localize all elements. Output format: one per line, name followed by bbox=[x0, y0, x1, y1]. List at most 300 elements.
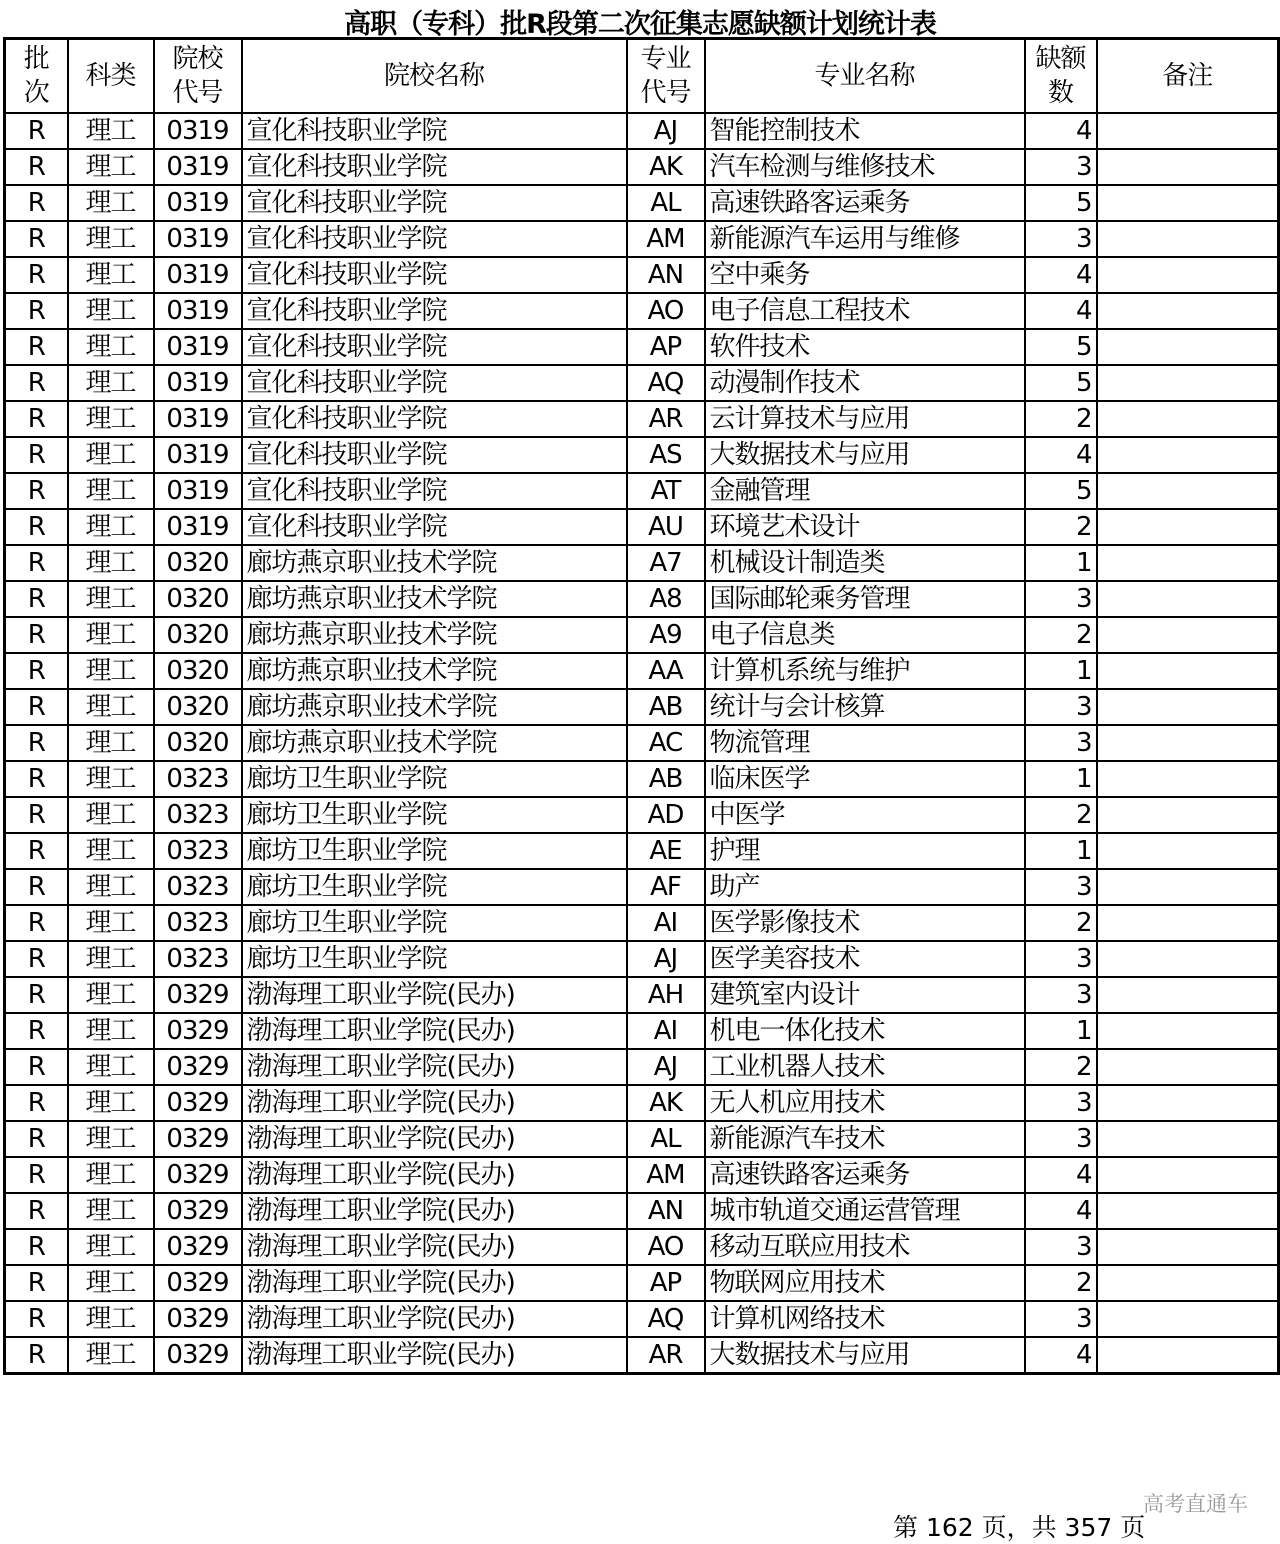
cell-school-code: 0320 bbox=[154, 581, 242, 617]
cell-category: 理工 bbox=[68, 689, 154, 725]
cell-category: 理工 bbox=[68, 581, 154, 617]
cell-major-name: 城市轨道交通运营管理 bbox=[705, 1193, 1025, 1229]
cell-major-code: AB bbox=[627, 761, 705, 797]
table-row bbox=[5, 1301, 1279, 1337]
cell-major-name: 环境艺术设计 bbox=[705, 509, 1025, 545]
table-body bbox=[5, 113, 1279, 1374]
cell-school-name: 廊坊卫生职业学院 bbox=[242, 941, 627, 977]
cell-major-code: AE bbox=[627, 833, 705, 869]
cell-major-code: AP bbox=[627, 329, 705, 365]
cell-batch: R bbox=[5, 1049, 68, 1085]
cell-major-name: 统计与会计核算 bbox=[705, 689, 1025, 725]
cell-school-code: 0323 bbox=[154, 869, 242, 905]
cell-school-code: 0319 bbox=[154, 113, 242, 149]
header-vacancies: 缺额数 bbox=[1025, 39, 1097, 114]
cell-category: 理工 bbox=[68, 1229, 154, 1265]
cell-school-code: 0319 bbox=[154, 185, 242, 221]
cell-remarks bbox=[1097, 329, 1279, 365]
cell-vacancies: 5 bbox=[1025, 365, 1097, 401]
cell-remarks bbox=[1097, 689, 1279, 725]
header-major-name: 专业名称 bbox=[705, 39, 1025, 114]
cell-major-code: AH bbox=[627, 977, 705, 1013]
cell-major-code: AR bbox=[627, 401, 705, 437]
cell-remarks bbox=[1097, 401, 1279, 437]
cell-vacancies: 3 bbox=[1025, 1229, 1097, 1265]
cell-batch: R bbox=[5, 1337, 68, 1374]
cell-remarks bbox=[1097, 797, 1279, 833]
cell-batch: R bbox=[5, 941, 68, 977]
cell-school-code: 0323 bbox=[154, 833, 242, 869]
cell-major-name: 电子信息类 bbox=[705, 617, 1025, 653]
cell-remarks bbox=[1097, 1013, 1279, 1049]
cell-major-name: 大数据技术与应用 bbox=[705, 1337, 1025, 1374]
cell-major-code: AF bbox=[627, 869, 705, 905]
cell-batch: R bbox=[5, 1157, 68, 1193]
cell-category: 理工 bbox=[68, 725, 154, 761]
vacancy-table bbox=[3, 37, 1280, 1375]
cell-major-code: AU bbox=[627, 509, 705, 545]
cell-batch: R bbox=[5, 833, 68, 869]
table-row bbox=[5, 941, 1279, 977]
cell-major-name: 高速铁路客运乘务 bbox=[705, 1157, 1025, 1193]
table-row bbox=[5, 221, 1279, 257]
cell-major-code: AJ bbox=[627, 113, 705, 149]
cell-batch: R bbox=[5, 473, 68, 509]
cell-vacancies: 5 bbox=[1025, 329, 1097, 365]
cell-category: 理工 bbox=[68, 221, 154, 257]
cell-school-name: 渤海理工职业学院(民办) bbox=[242, 1193, 627, 1229]
cell-batch: R bbox=[5, 1013, 68, 1049]
cell-vacancies: 2 bbox=[1025, 1265, 1097, 1301]
cell-major-name: 中医学 bbox=[705, 797, 1025, 833]
table-row bbox=[5, 401, 1279, 437]
cell-major-name: 物流管理 bbox=[705, 725, 1025, 761]
cell-school-code: 0329 bbox=[154, 977, 242, 1013]
cell-remarks bbox=[1097, 365, 1279, 401]
table-row bbox=[5, 1085, 1279, 1121]
cell-remarks bbox=[1097, 545, 1279, 581]
table-row bbox=[5, 617, 1279, 653]
cell-remarks bbox=[1097, 761, 1279, 797]
cell-major-name: 临床医学 bbox=[705, 761, 1025, 797]
cell-vacancies: 3 bbox=[1025, 977, 1097, 1013]
cell-school-code: 0329 bbox=[154, 1085, 242, 1121]
cell-school-code: 0320 bbox=[154, 653, 242, 689]
cell-batch: R bbox=[5, 365, 68, 401]
cell-major-name: 空中乘务 bbox=[705, 257, 1025, 293]
cell-vacancies: 3 bbox=[1025, 725, 1097, 761]
cell-school-name: 宣化科技职业学院 bbox=[242, 221, 627, 257]
cell-school-name: 廊坊卫生职业学院 bbox=[242, 869, 627, 905]
cell-school-code: 0319 bbox=[154, 221, 242, 257]
cell-category: 理工 bbox=[68, 1085, 154, 1121]
cell-school-code: 0323 bbox=[154, 797, 242, 833]
cell-category: 理工 bbox=[68, 833, 154, 869]
table-row bbox=[5, 149, 1279, 185]
cell-school-code: 0320 bbox=[154, 689, 242, 725]
cell-vacancies: 3 bbox=[1025, 221, 1097, 257]
cell-major-name: 医学美容技术 bbox=[705, 941, 1025, 977]
table-row bbox=[5, 1265, 1279, 1301]
cell-remarks bbox=[1097, 905, 1279, 941]
cell-major-code: AD bbox=[627, 797, 705, 833]
cell-school-name: 宣化科技职业学院 bbox=[242, 473, 627, 509]
cell-category: 理工 bbox=[68, 1121, 154, 1157]
cell-category: 理工 bbox=[68, 329, 154, 365]
cell-school-name: 渤海理工职业学院(民办) bbox=[242, 977, 627, 1013]
cell-batch: R bbox=[5, 1265, 68, 1301]
cell-school-name: 廊坊卫生职业学院 bbox=[242, 905, 627, 941]
cell-remarks bbox=[1097, 1337, 1279, 1374]
cell-school-name: 宣化科技职业学院 bbox=[242, 365, 627, 401]
cell-major-code: AK bbox=[627, 149, 705, 185]
header-batch: 批次 bbox=[5, 39, 68, 114]
cell-remarks bbox=[1097, 869, 1279, 905]
cell-major-name: 软件技术 bbox=[705, 329, 1025, 365]
cell-batch: R bbox=[5, 221, 68, 257]
cell-remarks bbox=[1097, 617, 1279, 653]
cell-vacancies: 1 bbox=[1025, 833, 1097, 869]
cell-major-name: 物联网应用技术 bbox=[705, 1265, 1025, 1301]
cell-school-code: 0320 bbox=[154, 725, 242, 761]
cell-remarks bbox=[1097, 1049, 1279, 1085]
cell-vacancies: 3 bbox=[1025, 1121, 1097, 1157]
cell-vacancies: 3 bbox=[1025, 581, 1097, 617]
cell-vacancies: 4 bbox=[1025, 257, 1097, 293]
header-category: 科类 bbox=[68, 39, 154, 114]
cell-major-code: AK bbox=[627, 1085, 705, 1121]
cell-major-code: A8 bbox=[627, 581, 705, 617]
cell-vacancies: 2 bbox=[1025, 617, 1097, 653]
cell-category: 理工 bbox=[68, 941, 154, 977]
cell-vacancies: 4 bbox=[1025, 1337, 1097, 1374]
cell-school-name: 宣化科技职业学院 bbox=[242, 257, 627, 293]
cell-batch: R bbox=[5, 761, 68, 797]
cell-remarks bbox=[1097, 581, 1279, 617]
cell-batch: R bbox=[5, 797, 68, 833]
table-row bbox=[5, 869, 1279, 905]
cell-school-name: 宣化科技职业学院 bbox=[242, 401, 627, 437]
table-row bbox=[5, 977, 1279, 1013]
cell-remarks bbox=[1097, 1265, 1279, 1301]
header-school-name: 院校名称 bbox=[242, 39, 627, 114]
cell-remarks bbox=[1097, 1193, 1279, 1229]
cell-vacancies: 2 bbox=[1025, 509, 1097, 545]
cell-school-name: 渤海理工职业学院(民办) bbox=[242, 1229, 627, 1265]
cell-batch: R bbox=[5, 1085, 68, 1121]
table-row bbox=[5, 365, 1279, 401]
table-row bbox=[5, 581, 1279, 617]
cell-school-name: 渤海理工职业学院(民办) bbox=[242, 1337, 627, 1374]
cell-vacancies: 2 bbox=[1025, 905, 1097, 941]
cell-major-name: 无人机应用技术 bbox=[705, 1085, 1025, 1121]
cell-major-name: 高速铁路客运乘务 bbox=[705, 185, 1025, 221]
cell-major-code: AM bbox=[627, 221, 705, 257]
table-row bbox=[5, 1337, 1279, 1374]
cell-remarks bbox=[1097, 293, 1279, 329]
cell-major-name: 移动互联应用技术 bbox=[705, 1229, 1025, 1265]
cell-remarks bbox=[1097, 257, 1279, 293]
cell-vacancies: 3 bbox=[1025, 149, 1097, 185]
table-row bbox=[5, 1157, 1279, 1193]
table-row bbox=[5, 761, 1279, 797]
cell-major-code: AI bbox=[627, 905, 705, 941]
cell-major-code: AS bbox=[627, 437, 705, 473]
cell-major-name: 计算机网络技术 bbox=[705, 1301, 1025, 1337]
cell-major-code: AC bbox=[627, 725, 705, 761]
cell-school-name: 渤海理工职业学院(民办) bbox=[242, 1301, 627, 1337]
header-school-code: 院校代号 bbox=[154, 39, 242, 114]
header-major-code: 专业代号 bbox=[627, 39, 705, 114]
cell-vacancies: 1 bbox=[1025, 653, 1097, 689]
cell-major-name: 汽车检测与维修技术 bbox=[705, 149, 1025, 185]
cell-major-name: 助产 bbox=[705, 869, 1025, 905]
cell-vacancies: 2 bbox=[1025, 401, 1097, 437]
cell-major-name: 大数据技术与应用 bbox=[705, 437, 1025, 473]
cell-category: 理工 bbox=[68, 473, 154, 509]
cell-major-name: 工业机器人技术 bbox=[705, 1049, 1025, 1085]
cell-vacancies: 3 bbox=[1025, 941, 1097, 977]
cell-school-code: 0329 bbox=[154, 1013, 242, 1049]
cell-remarks bbox=[1097, 1121, 1279, 1157]
cell-major-code: AL bbox=[627, 185, 705, 221]
cell-major-name: 计算机系统与维护 bbox=[705, 653, 1025, 689]
cell-vacancies: 3 bbox=[1025, 689, 1097, 725]
cell-school-code: 0319 bbox=[154, 509, 242, 545]
cell-school-code: 0329 bbox=[154, 1157, 242, 1193]
table-row bbox=[5, 689, 1279, 725]
cell-remarks bbox=[1097, 653, 1279, 689]
cell-vacancies: 1 bbox=[1025, 761, 1097, 797]
cell-batch: R bbox=[5, 149, 68, 185]
cell-batch: R bbox=[5, 1193, 68, 1229]
cell-batch: R bbox=[5, 617, 68, 653]
cell-remarks bbox=[1097, 221, 1279, 257]
cell-major-code: AL bbox=[627, 1121, 705, 1157]
watermark: 高考直通车 bbox=[1143, 1492, 1248, 1516]
cell-major-code: AQ bbox=[627, 365, 705, 401]
cell-batch: R bbox=[5, 293, 68, 329]
cell-major-code: A7 bbox=[627, 545, 705, 581]
cell-batch: R bbox=[5, 1229, 68, 1265]
cell-school-name: 宣化科技职业学院 bbox=[242, 113, 627, 149]
cell-vacancies: 3 bbox=[1025, 1085, 1097, 1121]
table-row bbox=[5, 905, 1279, 941]
cell-major-name: 新能源汽车运用与维修 bbox=[705, 221, 1025, 257]
cell-category: 理工 bbox=[68, 545, 154, 581]
cell-school-name: 廊坊燕京职业技术学院 bbox=[242, 689, 627, 725]
cell-school-name: 廊坊卫生职业学院 bbox=[242, 761, 627, 797]
table-row bbox=[5, 473, 1279, 509]
cell-vacancies: 5 bbox=[1025, 473, 1097, 509]
cell-category: 理工 bbox=[68, 797, 154, 833]
cell-school-code: 0319 bbox=[154, 473, 242, 509]
cell-remarks bbox=[1097, 437, 1279, 473]
cell-major-name: 建筑室内设计 bbox=[705, 977, 1025, 1013]
cell-major-code: AA bbox=[627, 653, 705, 689]
cell-school-name: 渤海理工职业学院(民办) bbox=[242, 1121, 627, 1157]
cell-school-code: 0319 bbox=[154, 329, 242, 365]
cell-category: 理工 bbox=[68, 1337, 154, 1374]
cell-school-code: 0329 bbox=[154, 1337, 242, 1374]
cell-major-code: AR bbox=[627, 1337, 705, 1374]
page-footer: 第 162 页，共 357 页 bbox=[893, 1513, 1146, 1542]
cell-school-code: 0319 bbox=[154, 293, 242, 329]
page-title: 高职（专科）批R段第二次征集志愿缺额计划统计表 bbox=[344, 9, 936, 40]
cell-major-name: 医学影像技术 bbox=[705, 905, 1025, 941]
cell-major-name: 护理 bbox=[705, 833, 1025, 869]
table-row bbox=[5, 185, 1279, 221]
table-row bbox=[5, 509, 1279, 545]
cell-school-name: 宣化科技职业学院 bbox=[242, 149, 627, 185]
cell-major-code: A9 bbox=[627, 617, 705, 653]
cell-category: 理工 bbox=[68, 1193, 154, 1229]
cell-school-name: 渤海理工职业学院(民办) bbox=[242, 1157, 627, 1193]
cell-category: 理工 bbox=[68, 617, 154, 653]
cell-school-name: 廊坊卫生职业学院 bbox=[242, 833, 627, 869]
cell-remarks bbox=[1097, 149, 1279, 185]
table-row bbox=[5, 1013, 1279, 1049]
cell-category: 理工 bbox=[68, 113, 154, 149]
cell-major-name: 机械设计制造类 bbox=[705, 545, 1025, 581]
table-row bbox=[5, 725, 1279, 761]
cell-vacancies: 4 bbox=[1025, 1157, 1097, 1193]
cell-school-name: 宣化科技职业学院 bbox=[242, 437, 627, 473]
table-row bbox=[5, 293, 1279, 329]
cell-category: 理工 bbox=[68, 1157, 154, 1193]
header-row bbox=[5, 39, 1279, 114]
table-row bbox=[5, 1193, 1279, 1229]
cell-school-name: 渤海理工职业学院(民办) bbox=[242, 1049, 627, 1085]
cell-school-code: 0319 bbox=[154, 257, 242, 293]
cell-school-name: 宣化科技职业学院 bbox=[242, 509, 627, 545]
table-row bbox=[5, 545, 1279, 581]
cell-remarks bbox=[1097, 113, 1279, 149]
cell-school-code: 0329 bbox=[154, 1121, 242, 1157]
cell-batch: R bbox=[5, 401, 68, 437]
cell-batch: R bbox=[5, 869, 68, 905]
cell-school-code: 0320 bbox=[154, 545, 242, 581]
cell-major-name: 动漫制作技术 bbox=[705, 365, 1025, 401]
cell-school-code: 0329 bbox=[154, 1193, 242, 1229]
cell-category: 理工 bbox=[68, 905, 154, 941]
cell-batch: R bbox=[5, 689, 68, 725]
cell-remarks bbox=[1097, 1157, 1279, 1193]
cell-major-code: AQ bbox=[627, 1301, 705, 1337]
cell-school-name: 渤海理工职业学院(民办) bbox=[242, 1013, 627, 1049]
cell-major-code: AJ bbox=[627, 1049, 705, 1085]
cell-major-code: AN bbox=[627, 257, 705, 293]
cell-remarks bbox=[1097, 509, 1279, 545]
cell-school-name: 廊坊燕京职业技术学院 bbox=[242, 653, 627, 689]
cell-vacancies: 4 bbox=[1025, 113, 1097, 149]
cell-category: 理工 bbox=[68, 185, 154, 221]
cell-category: 理工 bbox=[68, 977, 154, 1013]
table-row bbox=[5, 833, 1279, 869]
cell-major-code: AP bbox=[627, 1265, 705, 1301]
cell-school-name: 廊坊燕京职业技术学院 bbox=[242, 545, 627, 581]
table-row bbox=[5, 1049, 1279, 1085]
cell-vacancies: 1 bbox=[1025, 1013, 1097, 1049]
cell-school-code: 0323 bbox=[154, 941, 242, 977]
cell-batch: R bbox=[5, 1301, 68, 1337]
cell-category: 理工 bbox=[68, 437, 154, 473]
cell-school-name: 渤海理工职业学院(民办) bbox=[242, 1085, 627, 1121]
cell-batch: R bbox=[5, 437, 68, 473]
cell-school-code: 0329 bbox=[154, 1265, 242, 1301]
table-row bbox=[5, 797, 1279, 833]
cell-school-name: 渤海理工职业学院(民办) bbox=[242, 1265, 627, 1301]
cell-school-code: 0320 bbox=[154, 617, 242, 653]
cell-major-code: AT bbox=[627, 473, 705, 509]
cell-school-code: 0319 bbox=[154, 437, 242, 473]
cell-major-name: 金融管理 bbox=[705, 473, 1025, 509]
cell-school-code: 0319 bbox=[154, 401, 242, 437]
cell-school-code: 0323 bbox=[154, 761, 242, 797]
cell-remarks bbox=[1097, 833, 1279, 869]
cell-remarks bbox=[1097, 1229, 1279, 1265]
cell-remarks bbox=[1097, 977, 1279, 1013]
cell-vacancies: 5 bbox=[1025, 185, 1097, 221]
cell-category: 理工 bbox=[68, 1013, 154, 1049]
cell-school-code: 0329 bbox=[154, 1229, 242, 1265]
cell-batch: R bbox=[5, 545, 68, 581]
cell-batch: R bbox=[5, 509, 68, 545]
cell-category: 理工 bbox=[68, 761, 154, 797]
cell-major-name: 新能源汽车技术 bbox=[705, 1121, 1025, 1157]
cell-remarks bbox=[1097, 941, 1279, 977]
cell-school-name: 廊坊燕京职业技术学院 bbox=[242, 725, 627, 761]
cell-vacancies: 4 bbox=[1025, 437, 1097, 473]
cell-category: 理工 bbox=[68, 653, 154, 689]
cell-major-name: 国际邮轮乘务管理 bbox=[705, 581, 1025, 617]
cell-batch: R bbox=[5, 257, 68, 293]
cell-category: 理工 bbox=[68, 509, 154, 545]
cell-vacancies: 3 bbox=[1025, 1301, 1097, 1337]
cell-category: 理工 bbox=[68, 1265, 154, 1301]
cell-school-name: 宣化科技职业学院 bbox=[242, 293, 627, 329]
cell-major-name: 机电一体化技术 bbox=[705, 1013, 1025, 1049]
cell-school-name: 廊坊卫生职业学院 bbox=[242, 797, 627, 833]
cell-major-code: AN bbox=[627, 1193, 705, 1229]
cell-batch: R bbox=[5, 1121, 68, 1157]
cell-remarks bbox=[1097, 725, 1279, 761]
cell-remarks bbox=[1097, 1301, 1279, 1337]
cell-remarks bbox=[1097, 1085, 1279, 1121]
cell-major-code: AI bbox=[627, 1013, 705, 1049]
header-remarks: 备注 bbox=[1097, 39, 1279, 114]
cell-major-name: 智能控制技术 bbox=[705, 113, 1025, 149]
cell-major-name: 云计算技术与应用 bbox=[705, 401, 1025, 437]
cell-batch: R bbox=[5, 329, 68, 365]
cell-school-name: 廊坊燕京职业技术学院 bbox=[242, 581, 627, 617]
cell-category: 理工 bbox=[68, 365, 154, 401]
cell-batch: R bbox=[5, 905, 68, 941]
cell-remarks bbox=[1097, 473, 1279, 509]
cell-school-code: 0329 bbox=[154, 1049, 242, 1085]
cell-category: 理工 bbox=[68, 257, 154, 293]
cell-vacancies: 4 bbox=[1025, 1193, 1097, 1229]
cell-category: 理工 bbox=[68, 1049, 154, 1085]
cell-batch: R bbox=[5, 581, 68, 617]
cell-batch: R bbox=[5, 977, 68, 1013]
table-row bbox=[5, 329, 1279, 365]
cell-school-name: 宣化科技职业学院 bbox=[242, 329, 627, 365]
cell-vacancies: 3 bbox=[1025, 869, 1097, 905]
table-row bbox=[5, 437, 1279, 473]
cell-vacancies: 1 bbox=[1025, 545, 1097, 581]
cell-school-name: 廊坊燕京职业技术学院 bbox=[242, 617, 627, 653]
